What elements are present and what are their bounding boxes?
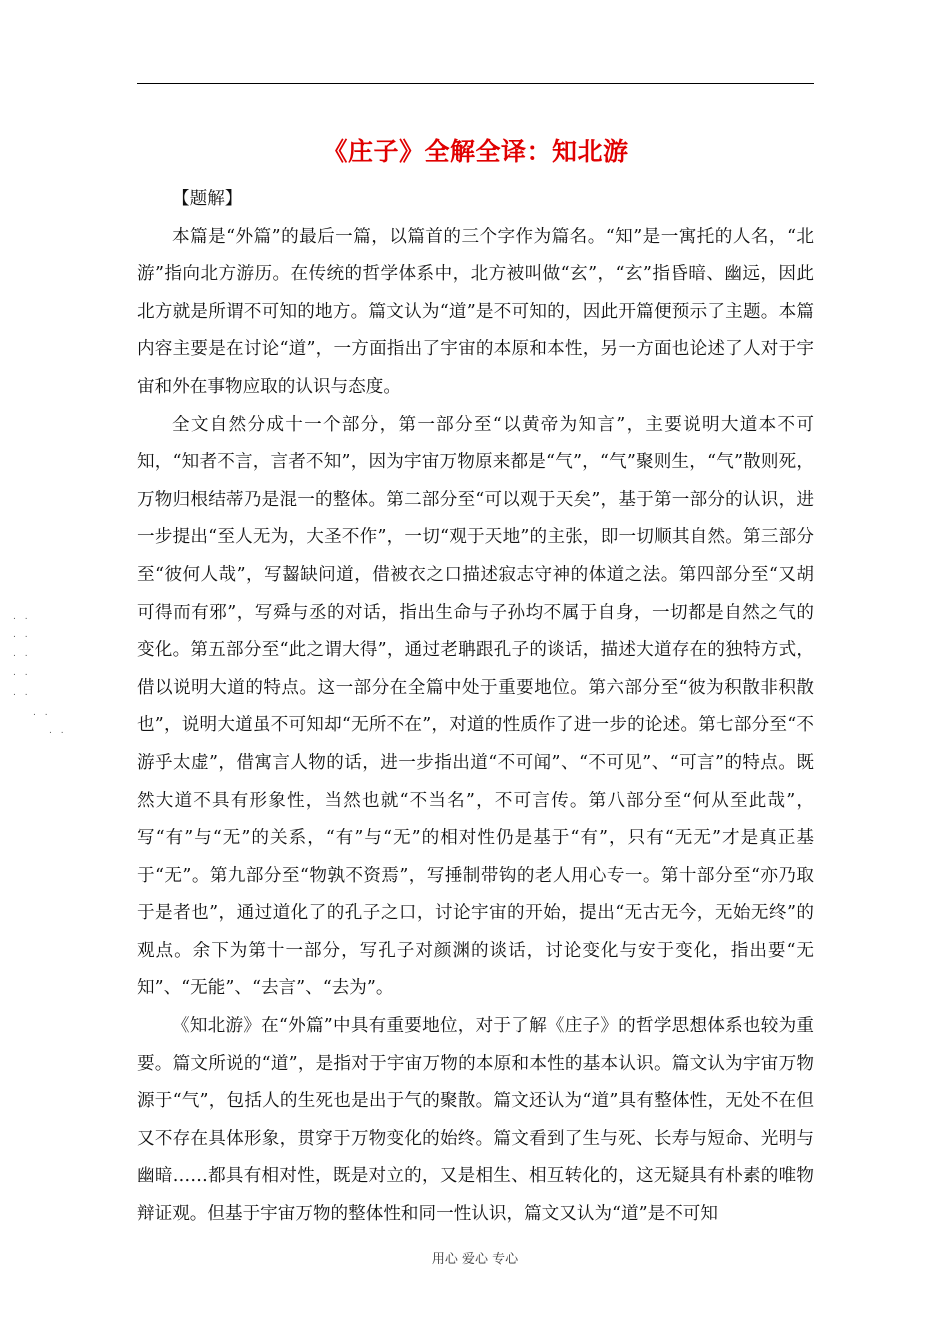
margin-marks <box>13 612 73 742</box>
margin-mark: . . <box>13 649 31 659</box>
section-heading: 【题解】 <box>172 189 243 209</box>
paragraph-1: 本篇是“外篇”的最后一篇，以篇首的三个字作为篇名。“知”是一寓托的人名，“北游”指向北方游历。在传统的哲学体系中，北方被叫做“玄”，“玄”指昏暗、幽远，因此北方就是所谓不可知的地方。篇文认为“道”是不可知的，因此开篇便预示了主题。本篇内容主要是在讨论“道”，一方面指出了宇宙的本原和本性，另一方面也论述了人对于宇宙和外在事物应取的认识与态度。 <box>137 226 814 397</box>
document-body <box>137 181 814 1234</box>
page-footer: 用心 爱心 专心 <box>431 1252 519 1267</box>
document-title: 《庄子》全解全译：知北游 <box>322 137 629 166</box>
margin-mark: . . <box>13 688 31 698</box>
margin-mark: . . <box>49 726 67 736</box>
paragraph-3: 《知北游》在“外篇”中具有重要地位，对于了解《庄子》的哲学思想体系也较为重要。篇文所说的“道”，是指对于宇宙万物的本原和本性的基本认识。篇文认为宇宙万物源于“气”，包括人的生死也是出于气的聚散。篇文还认为“道”具有整体性，无处不在但又不存在具体形象，贯穿于万物变化的始终。篇文看到了生与死、长寿与短命、光明与幽暗……都具有相对性，既是对立的，又是相生、相互转化的，这无疑具有朴素的唯物辩证观。但基于宇宙万物的整体性和同一性认识，篇文又认为“道”是不可知 <box>137 1016 814 1225</box>
margin-mark: . . <box>13 612 31 622</box>
margin-mark: . . <box>13 668 31 678</box>
margin-mark: . . <box>13 630 31 640</box>
paragraph-2: 全文自然分成十一个部分，第一部分至“以黄帝为知言”，主要说明大道本不可知，“知者不言，言者不知”，因为宇宙万物原来都是“气”，“气”聚则生，“气”散则死，万物归根结蒂乃是混一的整体。第二部分至“可以观于天矣”，基于第一部分的认识，进一步提出“至人无为，大圣不作”，一切“观于天地”的主张，即一切顺其自然。第三部分至“彼何人哉”，写齧缺问道，借被衣之口描述寂志守神的体道之法。第四部分至“又胡可得而有邪”，写舜与丞的对话，指出生命与子孙均不属于自身，一切都是自然之气的变化。第五部分至“此之谓大得”，通过老聃跟孔子的谈话，描述大道存在的独特方式，借以说明大道的特点。这一部分在全篇中处于重要地位。第六部分至“彼为积散非积散也”，说明大道虽不可知却“无所不在”，对道的性质作了进一步的论述。第七部分至“不游乎太虚”，借寓言人物的话，进一步指出道“不可闻”、“不可见”、“可言”的特点。既然大道不具有形象性，当然也就“不当名”，不可言传。第八部分至“何从至此哉”，写“有”与“无”的关系，“有”与“无”的相对性仍是基于“有”，只有“无无”才是真正基于“无”。第九部分至“物孰不资焉”，写捶制带钩的老人用心专一。第十部分至“亦乃取于是者也”，通过道化了的孔子之口，讨论宇宙的开始，提出“无古无今，无始无终”的观点。余下为第十一部分，写孔子对颜渊的谈话，讨论变化与安于变化，指出要“无知”、“无能”、“去言”、“去为”。 <box>137 414 814 999</box>
header-rule <box>137 83 814 84</box>
margin-mark: . . <box>33 708 51 718</box>
